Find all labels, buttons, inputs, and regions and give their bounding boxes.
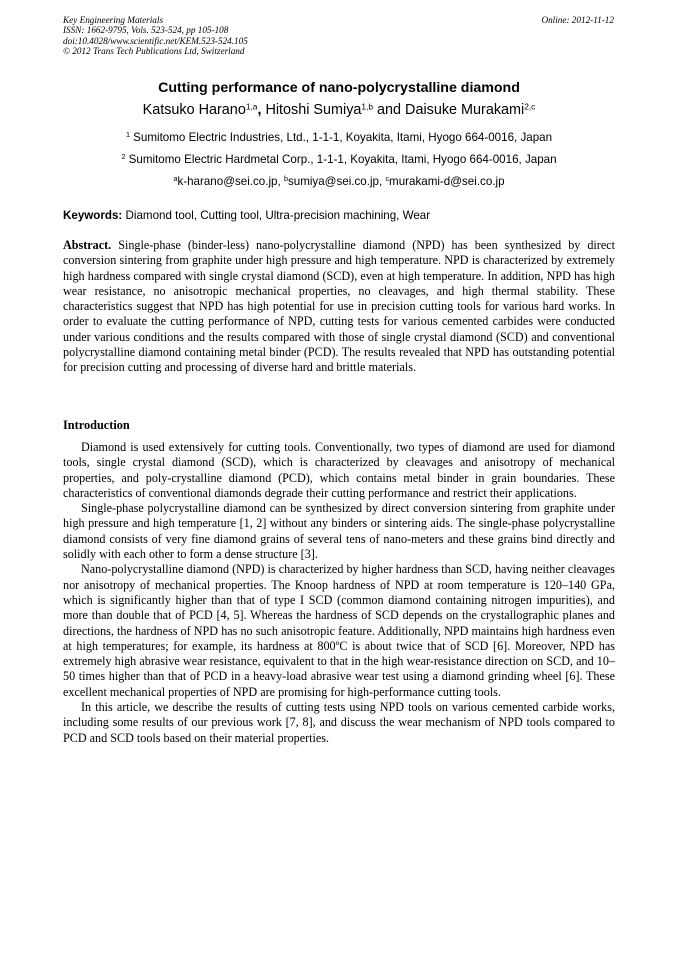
email-link[interactable]: k-harano@sei.co.jp bbox=[177, 175, 278, 188]
abstract-text: Single-phase (binder-less) nano-polycrystalline diamond (NPD) has been synthesized by direct conversion sintering from graphite under high pressure and high temperature. NPD is characterized by extremely high hardness compared with single crystal diamond (SCD), even at high temperature. In addition, NPD has high wear resistance, no anisotropic mechanical properties, no cleavages, and high thermal stability. These characteristics suggest that NPD has high potential for use in precision cutting tools for various hard works. In order to evaluate the cutting performance of NPD, cutting tests for various cemented carbides were conducted under various conditions and the results compared with those of single crystal diamond (SCD) and conventional polycrystalline diamond containing metal binder (PCD). The results revealed that NPD has outstanding potential for precision cutting and processing of diverse hard and brittle materials. bbox=[63, 238, 615, 375]
affiliation-2 bbox=[0, 153, 678, 166]
paper-title: Cutting performance of nano-polycrystalline diamond bbox=[158, 80, 520, 96]
affiliation-text: Sumitomo Electric Industries, Ltd., 1-1-1, Koyakita, Itami, Hyogo 664-0016, Japan bbox=[133, 131, 553, 144]
copyright-line: © 2012 Trans Tech Publications Ltd, Switzerland bbox=[63, 46, 245, 57]
abstract bbox=[63, 238, 615, 376]
paragraph: Diamond is used extensively for cutting tools. Conventionally, two types of diamond are used for diamond tools, single crystal diamond (SCD), which is characterized by cleavages and anisotropy of mechanical properties, and poly-crystalline diamond (PCD), which contains metal binder in grain boundaries. These characteristics of conventional diamonds degrade their cutting performance and restrict their applications. bbox=[63, 440, 615, 500]
paragraph: Single-phase polycrystalline diamond can be synthesized by direct conversion sintering from graphite under high pressure and high temperature [1, 2] without any binders or sintering aids. The single-phase polycrystalline diamond consists of very fine diamond grains of several tens of nano-meters and these grains bind directly and solidly with each other to form a dense structure [3]. bbox=[63, 501, 615, 562]
email-link[interactable]: murakami-d@sei.co.jp bbox=[389, 175, 505, 188]
affiliation-text: Sumitomo Electric Hardmetal Corp., 1-1-1, Koyakita, Itami, Hyogo 664-0016, Japan bbox=[128, 153, 557, 166]
abstract-label: Abstract. bbox=[63, 238, 112, 252]
section-heading: Introduction bbox=[63, 418, 130, 432]
affiliation-1 bbox=[0, 131, 678, 144]
paragraph: Nano-polycrystalline diamond (NPD) is characterized by higher hardness than SCD, having neither cleavages nor anisotropy of mechanical properties. The Knoop hardness of NPD at room temperature is 120–140 GPa, which is significantly higher than that of type I SCD (common diamond containing nitrogen impurities), and more than double that of PCD [4, 5]. Whereas the hardness of SCD depends on the crystallographic planes and directions, the hardness of NPD has no such anisotropic feature. Additionally, NPD maintains high hardness even at high temperatures; for example, its hardness at 800ºC is about twice that of SCD [6]. Moreover, NPD has extremely high abrasive wear resistance, equivalent to that in the high wear-resistance direction on SCD, and 10–50 times higher than that of PCD in a heavy-load abrasive wear test using a diamond grinding wheel [6]. These excellent mechanical properties of NPD are promising for high-performance cutting tools. bbox=[63, 562, 615, 699]
paragraph: In this article, we describe the results of cutting tests using NPD tools on various cemented carbide works, including some results of our previous work [7, 8], and discuss the wear mechanism of NPD tools compared to PCD and SCD tools based on their material properties. bbox=[63, 700, 615, 745]
author-affiliation-marker: 1,a bbox=[245, 101, 258, 112]
journal-name: Key Engineering Materials bbox=[63, 15, 164, 25]
affiliation-number: 2 bbox=[121, 152, 126, 162]
introduction-body bbox=[63, 440, 615, 746]
author-affiliation-marker: 2,c bbox=[524, 101, 536, 112]
author-name: Katsuko Harano bbox=[142, 102, 246, 118]
author-separator: and bbox=[373, 102, 406, 118]
email-list: $^a$k-harano@sei.co.jp, $^b$sumiya@sei.co.jp, $^c$murakami-d@sei.co.jp bbox=[173, 174, 505, 188]
email-marker: c bbox=[385, 174, 390, 184]
author-affiliation-marker: 1,b bbox=[361, 101, 374, 112]
author-list bbox=[0, 102, 678, 118]
keywords-text: Diamond tool, Cutting tool, Ultra-precision machining, Wear bbox=[125, 209, 431, 222]
affiliation-number: 1 bbox=[125, 130, 130, 140]
journal-header bbox=[63, 15, 248, 57]
author-name: Hitoshi Sumiya bbox=[265, 102, 362, 118]
doi-link[interactable]: doi:10.4028/www.scientific.net/KEM.523-524.105 bbox=[63, 35, 248, 46]
keywords-label: Keywords: bbox=[63, 209, 123, 222]
online-date: Online: 2012-11-12 bbox=[541, 15, 614, 25]
keywords-line bbox=[63, 209, 615, 222]
author-separator: , bbox=[257, 102, 266, 118]
author-name: Daisuke Murakami bbox=[405, 102, 525, 118]
email-link[interactable]: sumiya@sei.co.jp bbox=[287, 175, 379, 188]
issn-line: ISSN: 1662-9795, Vols. 523-524, pp 105-108 bbox=[63, 25, 229, 36]
email-marker: a bbox=[173, 174, 178, 184]
email-marker: b bbox=[283, 174, 288, 184]
